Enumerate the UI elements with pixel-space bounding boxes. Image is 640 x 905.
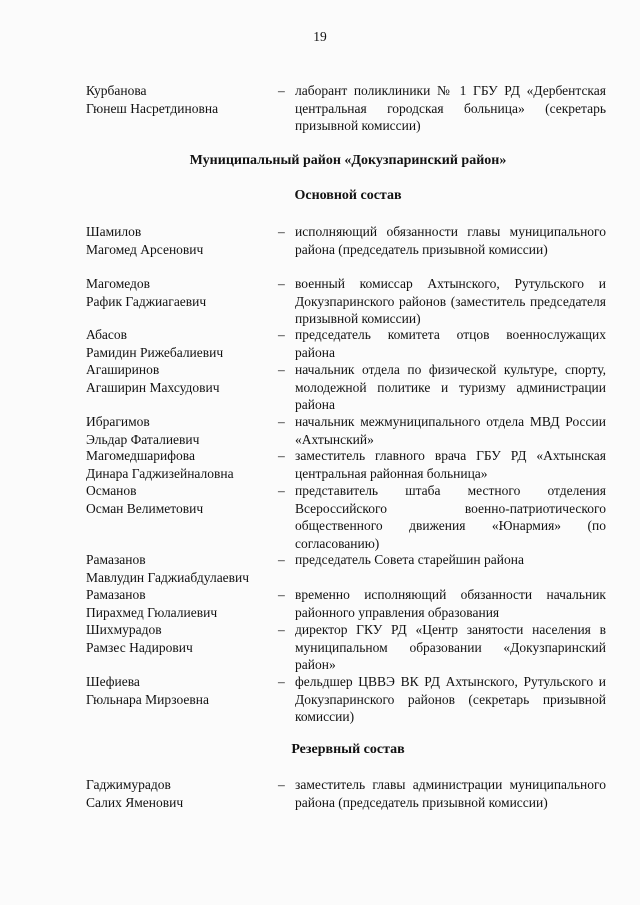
member-surname: Абасов <box>86 327 128 342</box>
member-given-names: Магомед Арсенович <box>86 241 204 257</box>
dash: – <box>278 224 285 239</box>
member-name <box>86 82 271 117</box>
member-name <box>86 621 271 656</box>
member-given-names: Агаширин Махсудович <box>86 379 220 395</box>
member-surname: Агаширинов <box>86 362 160 377</box>
member-surname: Рамазанов <box>86 552 146 567</box>
member-given-names: Гюльнара Мирзоевна <box>86 691 210 707</box>
member-role: временно исполняющий обязанности начальник районного управления образования <box>295 587 606 620</box>
dash: – <box>278 777 285 792</box>
member-given-names: Пирахмед Гюлалиевич <box>86 604 218 620</box>
dash: – <box>278 622 285 637</box>
member-given-names: Динара Гаджизейналовна <box>86 465 234 481</box>
member-given-names: Салих Яменович <box>86 794 184 810</box>
section-heading-reserve: Резервный состав <box>291 742 405 757</box>
member-role: заместитель главного врача ГБУ РД «Ахтынская центральная районная больница» <box>295 448 606 481</box>
member-name <box>86 673 271 708</box>
member-role: председатель Совета старейшин района <box>295 552 524 567</box>
member-given-names: Рамзес Надирович <box>86 639 193 655</box>
dash: – <box>278 674 285 689</box>
section-heading-main: Основной состав <box>294 188 402 203</box>
dash: – <box>278 483 285 498</box>
member-name <box>86 223 271 258</box>
dash: – <box>278 552 285 567</box>
member-given-names: Осман Велиметович <box>86 500 204 516</box>
member-surname: Шихмурадов <box>86 622 162 637</box>
member-given-names: Рафик Гаджиагаевич <box>86 293 207 309</box>
member-name <box>86 413 271 448</box>
member-name <box>86 776 271 811</box>
member-given-names: Рамидин Рижебалиевич <box>86 344 224 360</box>
dash: – <box>278 587 285 602</box>
member-role: начальник отдела по физической культуре, спорту, молодежной политике и туризму администрации района <box>295 362 606 412</box>
member-name <box>86 275 271 310</box>
dash: – <box>278 362 285 377</box>
member-name <box>86 326 271 361</box>
member-given-names: Эльдар Фаталиевич <box>86 431 200 447</box>
member-name <box>86 586 271 621</box>
dash: – <box>278 448 285 463</box>
member-surname: Османов <box>86 483 137 498</box>
section-heading-district: Муниципальный район «Докузпаринский район» <box>189 153 507 168</box>
member-surname: Рамазанов <box>86 587 146 602</box>
member-surname: Магомедшарифова <box>86 448 195 463</box>
member-role: военный комиссар Ахтынского, Рутульского и Докузпаринского районов (заместитель председателя призывной комиссии) <box>295 276 606 326</box>
member-role: лаборант поликлиники № 1 ГБУ РД «Дербентская центральная городская больница» (секретарь призывной комиссии) <box>295 83 606 133</box>
member-name <box>86 361 271 396</box>
dash: – <box>278 327 285 342</box>
member-name <box>86 551 271 586</box>
member-name <box>86 482 271 517</box>
member-role: фельдшер ЦВВЭ ВК РД Ахтынского, Рутульского и Докузпаринского районов (секретарь призывной комиссии) <box>295 674 606 724</box>
member-name <box>86 447 271 482</box>
member-surname: Шамилов <box>86 224 142 239</box>
member-given-names: Мавлудин Гаджиабдулаевич <box>86 569 250 585</box>
member-surname: Магомедов <box>86 276 151 291</box>
page-number: 19 <box>313 29 327 44</box>
dash: – <box>278 276 285 291</box>
member-surname: Шефиева <box>86 674 140 689</box>
member-role: представитель штаба местного отделения Всероссийского военно-патриотического общественного движения «Юнармия» (по согласованию) <box>295 483 606 551</box>
member-surname: Курбанова <box>86 83 147 98</box>
member-surname: Гаджимурадов <box>86 777 171 792</box>
dash: – <box>278 414 285 429</box>
member-role: директор ГКУ РД «Центр занятости населения в муниципальном образовании «Докузпаринский район» <box>295 622 606 672</box>
member-role: заместитель главы администрации муниципального района (председатель призывной комиссии) <box>295 777 606 810</box>
member-surname: Ибрагимов <box>86 414 150 429</box>
member-role: председатель комитета отцов военнослужащих района <box>295 327 606 360</box>
member-role: начальник межмуниципального отдела МВД России «Ахтынский» <box>295 414 606 447</box>
dash: – <box>278 83 285 98</box>
member-role: исполняющий обязанности главы муниципального района (председатель призывной комиссии) <box>295 224 606 257</box>
member-given-names: Гюнеш Насретдиновна <box>86 100 219 116</box>
